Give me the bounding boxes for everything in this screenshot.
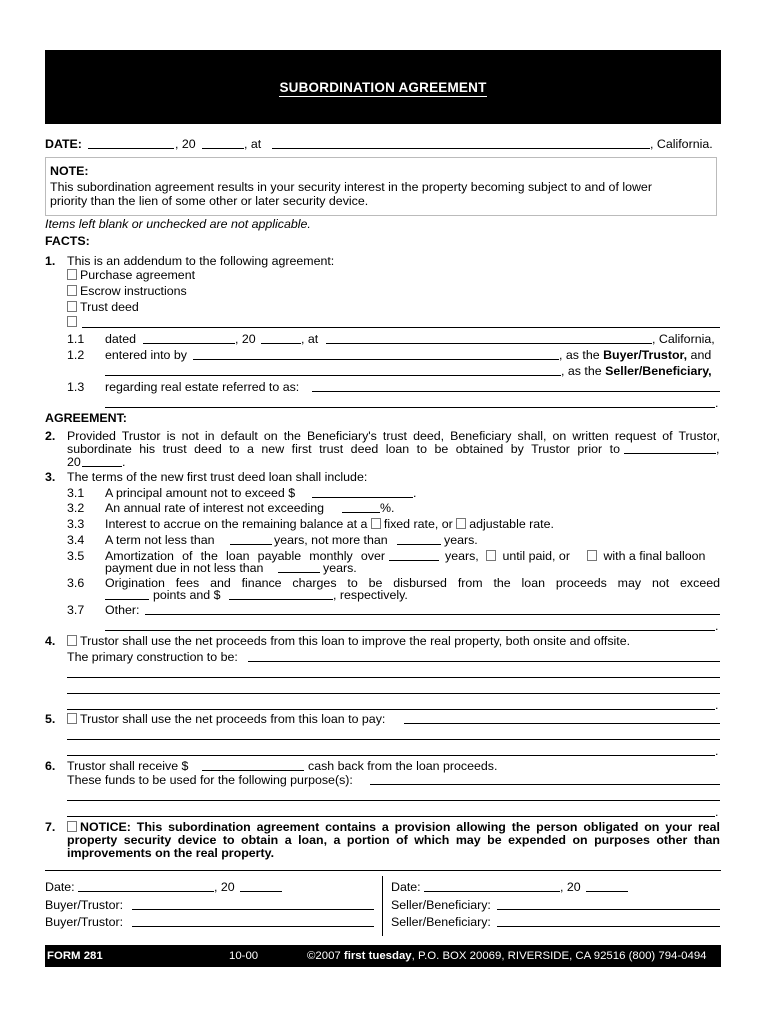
finance-charges-field[interactable] xyxy=(229,599,333,600)
item-2-line-1: Provided Trustor is not in default on the Beneficiary's trust deed, Beneficiary shall, on written request of Trustor, xyxy=(67,429,720,443)
section-1-2-text: entered into by xyxy=(105,348,187,362)
min-term-field[interactable] xyxy=(230,544,272,545)
section-3-1-end: . xyxy=(413,486,417,500)
item-2-end: . xyxy=(122,455,126,469)
subordination-year-field[interactable] xyxy=(82,466,122,467)
seller-date-field[interactable] xyxy=(424,891,560,892)
seller-date-label: Date: xyxy=(391,880,421,894)
section-3-7-text: Other: xyxy=(105,603,140,617)
section-1-3-number: 1.3 xyxy=(67,380,85,394)
note-line-2: priority than the lien of some other or later security device. xyxy=(50,194,369,208)
section-3-3-text: Interest to accrue on the remaining balance at a fixed rate, or adjustable rate. xyxy=(105,517,554,531)
section-3-5-line-2-end: years. xyxy=(323,561,357,575)
section-1-2-number: 1.2 xyxy=(67,348,85,362)
note-label: NOTE: xyxy=(50,164,89,178)
signature-top-rule xyxy=(45,870,721,871)
checkbox-adjustable-rate[interactable] xyxy=(456,518,466,529)
date-field[interactable] xyxy=(88,148,174,149)
date-year-field[interactable] xyxy=(202,148,244,149)
section-1-1-year-prefix: , 20 xyxy=(235,332,256,346)
checkbox-escrow-instructions[interactable] xyxy=(67,285,77,296)
item-7-line-1[interactable]: NOTICE: This subordination agreement contains a provision allowing the person obligated on your real xyxy=(67,820,720,834)
construction-field-3[interactable] xyxy=(67,693,720,694)
section-3-7-number: 3.7 xyxy=(67,603,85,617)
section-3-3-number: 3.3 xyxy=(67,517,85,531)
buyer-trustor-signature-1[interactable] xyxy=(132,909,374,910)
section-3-2-text: An annual rate of interest not exceeding xyxy=(105,501,325,515)
other-terms-field-1[interactable] xyxy=(145,614,720,615)
item-3-text: The terms of the new first trust deed loan shall include: xyxy=(67,470,368,484)
real-estate-field-1[interactable] xyxy=(312,391,720,392)
option-trust-deed[interactable]: Trust deed xyxy=(67,300,139,314)
buyer-date-label: Date: xyxy=(45,880,75,894)
form-revision: 10-00 xyxy=(229,950,259,962)
buyer-year-prefix: , 20 xyxy=(214,880,235,894)
agreement-year-field[interactable] xyxy=(261,343,301,344)
amortization-years-field[interactable] xyxy=(389,560,439,561)
checkbox-notice[interactable] xyxy=(67,821,77,832)
balloon-years-field[interactable] xyxy=(278,572,320,573)
checkbox-purchase-agreement[interactable] xyxy=(67,269,77,280)
principal-amount-field[interactable] xyxy=(312,497,413,498)
checkbox-trust-deed[interactable] xyxy=(67,301,77,312)
date-state-label: , California. xyxy=(650,137,713,151)
section-3-2-number: 3.2 xyxy=(67,501,85,515)
buyer-role-label: , as the Buyer/Trustor, and xyxy=(559,348,712,362)
item-6-mid: cash back from the loan proceeds. xyxy=(308,759,498,773)
section-3-6-line-2-end: , respectively. xyxy=(333,588,408,602)
interest-rate-field[interactable] xyxy=(342,512,380,513)
purpose-field-1[interactable] xyxy=(370,784,720,785)
item-6-number: 6. xyxy=(45,759,56,773)
checkbox-fixed-rate[interactable] xyxy=(371,518,381,529)
purpose-field-2[interactable] xyxy=(67,800,720,801)
buyer-trustor-name-field[interactable] xyxy=(193,359,559,360)
agreement-heading: AGREEMENT: xyxy=(45,411,127,425)
item-1-number: 1. xyxy=(45,254,56,268)
section-3-6-line-2-mid: points and $ xyxy=(153,588,221,602)
construction-field-1[interactable] xyxy=(248,661,720,662)
signature-divider xyxy=(382,876,383,936)
checkbox-other-agreement[interactable] xyxy=(67,316,77,327)
pay-field-3[interactable] xyxy=(67,755,715,756)
item-2-year-prefix: 20 xyxy=(67,455,81,469)
buyer-trustor-signature-2[interactable] xyxy=(132,926,374,927)
final-balloon-option[interactable]: with a final balloon xyxy=(587,549,705,563)
item-2-line-2-end: , xyxy=(716,442,720,456)
item-3-number: 3. xyxy=(45,470,56,484)
real-estate-field-2[interactable] xyxy=(105,407,715,408)
section-3-6-number: 3.6 xyxy=(67,576,85,590)
date-city-field[interactable] xyxy=(272,148,650,149)
facts-heading: FACTS: xyxy=(45,234,90,248)
item-6-end: . xyxy=(715,805,719,819)
seller-year-prefix: , 20 xyxy=(560,880,581,894)
item-6-line-2: These funds to be used for the following purpose(s): xyxy=(67,773,353,787)
option-purchase-agreement[interactable]: Purchase agreement xyxy=(67,268,195,282)
section-3-1-text: A principal amount not to exceed $ xyxy=(105,486,296,500)
item-1-text: This is an addendum to the following agreement: xyxy=(67,254,335,268)
date-year-prefix: , 20 xyxy=(175,137,196,151)
item-2-line-2: subordinate his trust deed to a new first trust deed loan to be obtained by Trustor prior to xyxy=(67,442,620,456)
item-7-line-2: property security device to obtain a loan, a portion of which may be expended on purposes other than xyxy=(67,833,720,847)
form-header xyxy=(45,50,721,124)
buyer-year-field[interactable] xyxy=(240,891,282,892)
item-4-number: 4. xyxy=(45,634,56,648)
checkbox-final-balloon[interactable] xyxy=(587,550,597,561)
item-4-end: . xyxy=(715,698,719,712)
item-5-number: 5. xyxy=(45,712,56,726)
date-at-label: , at xyxy=(244,137,262,151)
subordination-deadline-field[interactable] xyxy=(624,453,716,454)
item-4-option[interactable]: Trustor shall use the net proceeds from this loan to improve the real property, both onsite and offsite. xyxy=(67,634,630,648)
other-agreement-field[interactable] xyxy=(82,327,720,328)
seller-beneficiary-signature-2[interactable] xyxy=(497,926,720,927)
section-1-3-text: regarding real estate referred to as: xyxy=(105,380,300,394)
section-3-5-number: 3.5 xyxy=(67,549,85,563)
section-3-1-number: 3.1 xyxy=(67,486,85,500)
buyer-trustor-label-1: Buyer/Trustor: xyxy=(45,898,124,912)
construction-field-4[interactable] xyxy=(67,709,715,710)
section-1-3-end: . xyxy=(715,396,719,410)
section-1-1-dated: dated xyxy=(105,332,137,346)
max-term-field[interactable] xyxy=(397,544,441,545)
form-title: SUBORDINATION AGREEMENT xyxy=(279,80,487,95)
section-1-1-state: , California, xyxy=(652,332,715,346)
form-number: FORM 281 xyxy=(47,950,103,962)
item-2-number: 2. xyxy=(45,429,56,443)
blank-notice: Items left blank or unchecked are not applicable. xyxy=(45,217,311,231)
section-3-4-end: years. xyxy=(444,533,478,547)
section-3-4-text: A term not less than xyxy=(105,533,215,547)
section-3-7-end: . xyxy=(715,619,719,633)
until-paid-option[interactable]: until paid, or xyxy=(486,549,570,563)
date-label: DATE: xyxy=(45,137,82,151)
option-escrow-instructions[interactable]: Escrow instructions xyxy=(67,284,187,298)
section-3-4-mid: years, not more than xyxy=(274,533,388,547)
seller-beneficiary-label-1: Seller/Beneficiary: xyxy=(391,898,491,912)
buyer-date-field[interactable] xyxy=(78,891,214,892)
seller-role-label: , as the Seller/Beneficiary, xyxy=(561,364,712,378)
seller-beneficiary-signature-1[interactable] xyxy=(497,909,720,910)
agreement-date-field[interactable] xyxy=(143,343,235,344)
seller-year-field[interactable] xyxy=(586,891,628,892)
form-footer xyxy=(45,945,721,967)
cash-back-field[interactable] xyxy=(202,770,304,771)
item-5-end: . xyxy=(715,744,719,758)
pay-field-2[interactable] xyxy=(67,739,720,740)
agreement-city-field[interactable] xyxy=(326,343,652,344)
construction-field-2[interactable] xyxy=(67,677,720,678)
note-line-1: This subordination agreement results in your security interest in the property becoming subject to and of lower xyxy=(50,180,652,194)
section-3-5-text: Amortization of the loan payable monthly over xyxy=(105,549,385,563)
checkbox-pay-proceeds[interactable] xyxy=(67,713,77,724)
option-other[interactable] xyxy=(67,315,80,329)
section-3-6-line-1: Origination fees and finance charges to be disbursed from the loan proceeds may not exceed xyxy=(105,576,720,590)
other-terms-field-2[interactable] xyxy=(105,630,715,631)
buyer-trustor-label-2: Buyer/Trustor: xyxy=(45,915,124,929)
form-copyright: ©2007 first tuesday, P.O. BOX 20069, RIVERSIDE, CA 92516 (800) 794-0494 xyxy=(307,950,707,962)
section-1-1-number: 1.1 xyxy=(67,332,85,346)
item-5-option[interactable]: Trustor shall use the net proceeds from this loan to pay: xyxy=(67,712,385,726)
section-3-5-line-2: payment due in not less than xyxy=(105,561,264,575)
seller-beneficiary-name-field[interactable] xyxy=(105,375,561,376)
seller-beneficiary-label-2: Seller/Beneficiary: xyxy=(391,915,491,929)
item-6-text: Trustor shall receive $ xyxy=(67,759,189,773)
pay-field-1[interactable] xyxy=(404,723,720,724)
item-7-number: 7. xyxy=(45,820,56,834)
section-3-5-years: years, xyxy=(445,549,479,563)
section-1-1-at: , at xyxy=(301,332,319,346)
points-field[interactable] xyxy=(105,599,149,600)
section-3-4-number: 3.4 xyxy=(67,533,85,547)
checkbox-improve-property[interactable] xyxy=(67,635,77,646)
purpose-field-3[interactable] xyxy=(67,816,715,817)
checkbox-until-paid[interactable] xyxy=(486,550,496,561)
item-4-line-2: The primary construction to be: xyxy=(67,650,238,664)
section-3-2-end: %. xyxy=(380,501,395,515)
item-7-line-3: improvements on the real property. xyxy=(67,846,275,860)
